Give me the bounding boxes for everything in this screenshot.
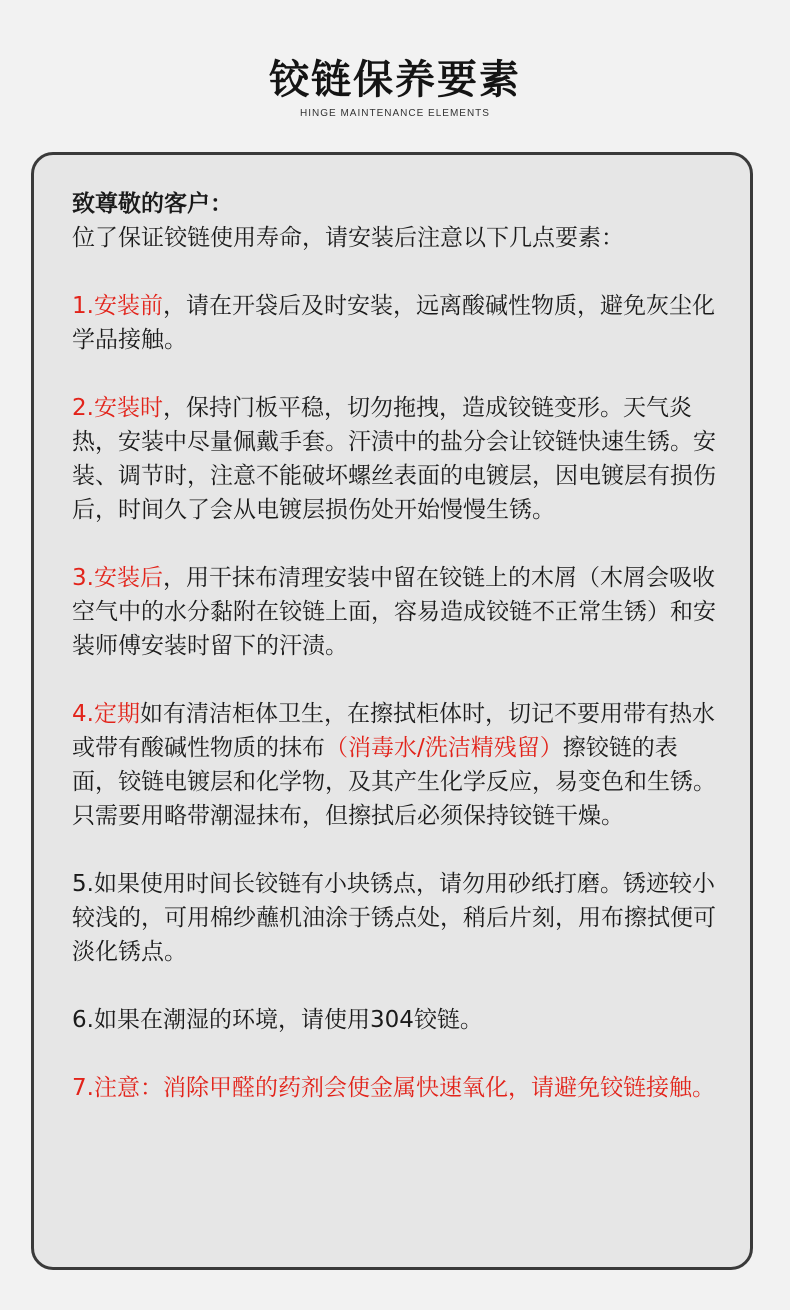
- page-title: 铰链保养要素: [269, 57, 521, 103]
- item-rust-spots: 5.如果使用时间长铰链有小块锈点，请勿用砂纸打磨。锈迹较小较浅的，可用棉纱蘸机油涂于锈点处，稍后片刻，用布擦拭便可淡化锈点。: [72, 871, 716, 965]
- maintenance-card: [31, 152, 753, 1270]
- page-subtitle: HINGE MAINTENANCE ELEMENTS: [300, 108, 490, 119]
- item-during-install: [72, 391, 716, 527]
- item-text: 如有清洁柜体卫生，在擦拭柜体时，切记不要用带有热水或带有酸碱性物质的抹布: [72, 701, 715, 761]
- greeting: 致尊敬的客户：: [72, 191, 233, 217]
- item-text: ，请在开袋后及时安装，远离酸碱性物质，避免灰尘化学品接触。: [72, 293, 715, 353]
- item-formaldehyde-warning: 7.注意：消除甲醛的药剂会使金属快速氧化，请避免铰链接触。: [72, 1075, 715, 1101]
- item-text: ，保持门板平稳，切勿拖拽，造成铰链变形。天气炎热，安装中尽量佩戴手套。汗渍中的盐分会让铰链快速生锈。安装、调节时，注意不能破坏螺丝表面的电镀层，因电镀层有损伤后，时间久了会从电镀层损伤处开始慢慢生锈。: [72, 395, 716, 523]
- item-highlight: （消毒水/洗洁精残留）: [325, 735, 563, 761]
- item-after-install: [72, 561, 716, 663]
- item-before-install: [72, 289, 716, 357]
- item-regular-cleaning: [72, 697, 716, 833]
- item-humid-environment: 6.如果在潮湿的环境，请使用304铰链。: [72, 1007, 483, 1033]
- item-label: 4.定期: [72, 701, 140, 727]
- item-label: 1.安装前: [72, 293, 163, 319]
- item-text: 擦铰链的表面，铰链电镀层和化学物，及其产生化学反应，易变色和生锈。只需要用略带潮湿抹布，但擦拭后必须保持铰链干燥。: [72, 735, 716, 829]
- item-label: 3.安装后: [72, 565, 163, 591]
- item-text: ，用干抹布清理安装中留在铰链上的木屑（木屑会吸收空气中的水分黏附在铰链上面，容易造成铰链不正常生锈）和安装师傅安装时留下的汗渍。: [72, 565, 716, 659]
- item-label: 2.安装时: [72, 395, 163, 421]
- intro-text: 位了保证铰链使用寿命，请安装后注意以下几点要素：: [72, 225, 624, 251]
